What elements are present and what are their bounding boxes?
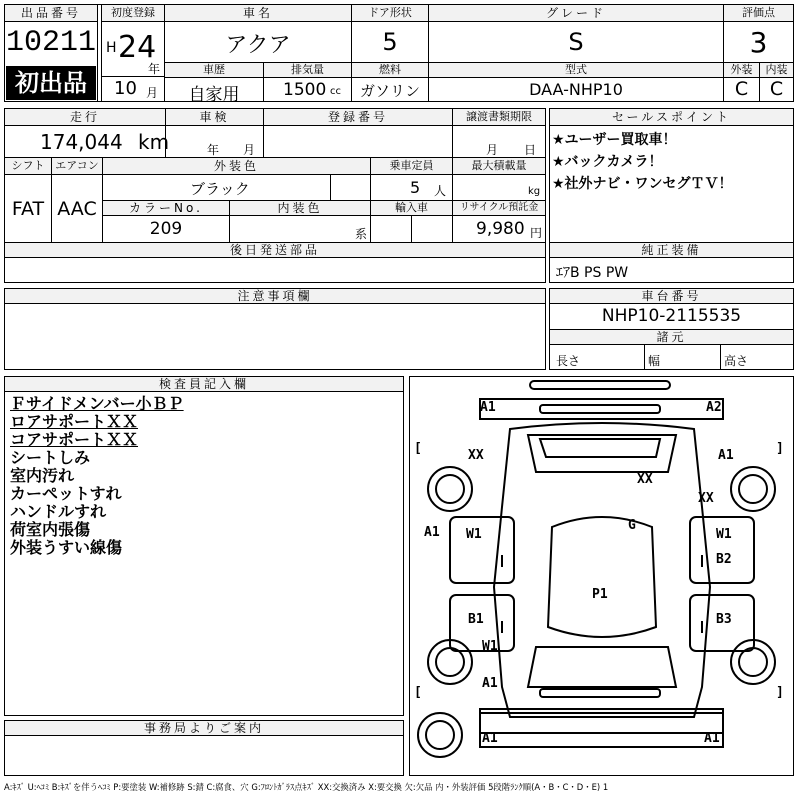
displacement-value: 1500 — [283, 80, 327, 100]
damage-label: W1 — [716, 527, 732, 542]
history-value: 自家用 — [188, 85, 240, 105]
km-unit: km — [138, 130, 170, 154]
inspector-note: ハンドルすれ — [10, 502, 107, 521]
color-no-value: 209 — [149, 219, 183, 239]
legend-text: A:ｷｽﾞ U:ﾍｺﾐ B:ｷｽﾞを伴うﾍｺﾐ P:要塗装 W:補修跡 S:錆 C:腐食、穴 G:ﾌﾛﾝﾄｶﾞﾗｽ点ｷｽﾞ XX:交換済み X:要交換 欠:欠品 内・外装評価 5段階ﾗﾝｸ順(A・B・C・D・E) 1 — [4, 782, 609, 792]
caution-header: 注意事項欄 — [5, 289, 545, 304]
inspection-header: 車検 — [166, 109, 263, 126]
person-unit: 人 — [434, 184, 447, 198]
month-unit: 月 — [146, 86, 159, 100]
insp-year-unit: 年 — [207, 143, 220, 157]
reg-month: 10 — [114, 78, 137, 99]
grade-value: S — [568, 28, 584, 56]
inspector-note: コアサポートＸＸ — [10, 430, 139, 449]
interior-header: 内装 — [760, 63, 793, 78]
first-listing-badge: 初出品 — [6, 66, 96, 100]
bracket-label: [ — [414, 441, 422, 456]
height-label: 高さ — [724, 354, 749, 368]
door-header: ドア形状 — [352, 5, 428, 22]
door-count: 5 — [382, 28, 398, 56]
aircon-header: エアコン — [52, 158, 102, 175]
car-name-header: 車名 — [165, 5, 351, 22]
exterior-grade: C — [734, 78, 749, 100]
model-code-value: DAA-NHP10 — [529, 80, 623, 99]
max-load-header: 最大積載量 — [453, 158, 545, 175]
capacity-header: 乗車定員 — [371, 158, 452, 175]
damage-label: A2 — [706, 400, 722, 415]
damage-label: W1 — [482, 639, 498, 654]
office-header: 事務局よりご案内 — [5, 721, 403, 736]
model-code-header: 型式 — [429, 63, 723, 78]
inspector-note: ロアサポートＸＸ — [10, 412, 139, 431]
history-header: 車歴 — [165, 63, 263, 78]
shift-value: FAT — [11, 198, 45, 220]
sales-point: ★ユーザー買取車！ — [552, 132, 677, 148]
damage-label: A1 — [482, 731, 498, 746]
damage-label: XX — [637, 472, 653, 487]
score-value: 3 — [749, 26, 768, 59]
car-diagram — [410, 377, 793, 775]
int-color-suffix: 系 — [355, 227, 368, 241]
inspector-note: 荷室内張傷 — [10, 520, 91, 539]
mileage-header: 走行 — [5, 109, 165, 126]
damage-label: XX — [468, 448, 484, 463]
inspector-note: カーペットすれ — [10, 484, 122, 503]
dims-header: 諸元 — [550, 330, 793, 345]
damage-label: A1 — [704, 731, 720, 746]
damage-label: A1 — [482, 676, 498, 691]
shift-header: シフト — [5, 158, 51, 175]
damage-label: P1 — [592, 587, 608, 602]
damage-label: B1 — [468, 612, 484, 627]
length-label: 長さ — [556, 354, 581, 368]
fuel-value: ガソリン — [359, 82, 420, 100]
lot-number: 10211 — [5, 26, 96, 60]
damage-label: B2 — [716, 552, 732, 567]
bracket-label: ] — [776, 685, 784, 700]
era-label: H — [106, 40, 117, 56]
mileage-value: 174,044 — [40, 130, 123, 154]
genuine-header: 純正装備 — [550, 243, 793, 258]
inspector-note: シートしみ — [10, 448, 91, 467]
damage-label: A1 — [718, 448, 734, 463]
inspector-note: 外装うすい線傷 — [10, 538, 123, 557]
bracket-label: ] — [776, 441, 784, 456]
lot-no-header: 出品番号 — [5, 5, 97, 22]
chassis-value: NHP10-2115535 — [601, 306, 742, 326]
displacement-header: 排気量 — [264, 63, 351, 78]
int-color-header: 内装色 — [230, 201, 370, 216]
ext-color-header: 外装色 — [103, 158, 370, 175]
bracket-label: [ — [414, 685, 422, 700]
width-label: 幅 — [648, 354, 661, 368]
inspector-note: 室内汚れ — [10, 466, 75, 485]
chassis-header: 車台番号 — [550, 289, 793, 304]
damage-label: XX — [698, 491, 714, 506]
later-parts-header: 後日発送部品 — [5, 243, 545, 258]
recycle-value: 9,980 — [476, 219, 525, 239]
fuel-header: 燃料 — [352, 63, 428, 78]
insp-month-unit: 月 — [243, 143, 256, 157]
transfer-month-unit: 月 — [486, 143, 499, 157]
capacity-value: 5 — [410, 178, 421, 197]
genuine-value: ｴｱB PS PW — [556, 265, 629, 281]
recycle-header: リサイクル預託金 — [453, 201, 545, 216]
plate-header: 登録番号 — [264, 109, 452, 126]
exterior-header: 外装 — [724, 63, 759, 78]
sales-point: ★社外ナビ・ワンセグＴＶ！ — [552, 176, 733, 192]
score-header: 評価点 — [724, 5, 793, 22]
ext-color-value: ブラック — [190, 180, 250, 198]
damage-label: A1 — [424, 525, 440, 540]
first-reg-header: 初度登録 — [102, 5, 164, 22]
car-name: アクア — [225, 33, 291, 58]
transfer-header: 譲渡書類期限 — [453, 109, 545, 126]
damage-label: B3 — [716, 612, 732, 627]
sales-points-list — [552, 129, 733, 195]
damage-label: A1 — [480, 400, 496, 415]
inspector-note: Ｆサイドメンバー小ＢＰ — [10, 394, 184, 413]
year-unit: 年 — [148, 62, 161, 76]
damage-label: G — [628, 518, 636, 533]
yen-unit: 円 — [530, 226, 543, 240]
interior-grade: C — [769, 78, 784, 100]
grade-header: グレード — [429, 5, 723, 22]
reg-year: 24 — [118, 30, 157, 65]
sales-point: ★バックカメラ！ — [552, 154, 663, 170]
import-header: 輸入車 — [371, 201, 452, 216]
inspector-header: 検査員記入欄 — [5, 377, 403, 392]
inspector-notes — [10, 395, 184, 557]
aircon-value: AAC — [57, 198, 97, 220]
transfer-day-unit: 日 — [524, 143, 537, 157]
color-no-header: カラーNo. — [103, 201, 229, 216]
kg-unit: kg — [528, 186, 541, 197]
damage-label: W1 — [466, 527, 482, 542]
cc-unit: cc — [330, 86, 341, 97]
sales-points-header: セールスポイント — [550, 109, 793, 126]
